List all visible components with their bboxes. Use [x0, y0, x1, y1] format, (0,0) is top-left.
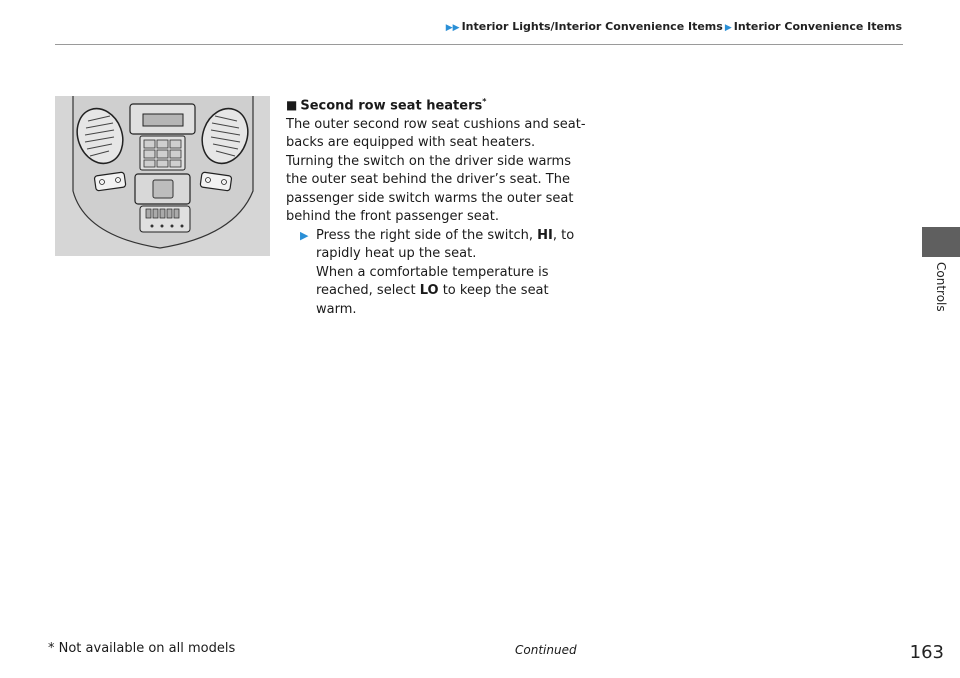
lo-setting-label: LO	[419, 283, 439, 299]
header-divider	[55, 44, 903, 45]
chapter-tab[interactable]	[922, 227, 960, 257]
breadcrumb-item-2[interactable]: Interior Convenience Items	[733, 20, 902, 33]
breadcrumb-arrow-icon: ▶	[724, 23, 732, 33]
section-content	[286, 93, 586, 319]
page-number: 163	[909, 642, 944, 663]
section-heading-text: Second row seat heaters	[300, 98, 483, 114]
instruction-1-text: Press the right side of the switch,	[316, 227, 538, 243]
rear-console-diagram	[55, 96, 270, 256]
seat-heater-illustration	[55, 96, 270, 256]
section-heading	[286, 93, 586, 116]
breadcrumb	[444, 20, 902, 33]
instruction-1-text-end: , to rapidly heat up the seat.	[316, 227, 575, 262]
continued-label: Continued	[515, 643, 577, 657]
square-bullet-icon: ■	[286, 98, 298, 113]
footnote-marker: *	[482, 97, 487, 106]
section-body: The outer second row seat cushions and seat-backs are equipped with seat heaters. Turning the switch on the driver side warms the outer seat behind the driver’s seat. The passenger side switch warms the outer seat behind the front passenger seat.	[286, 116, 586, 225]
instruction-2-text-end: to keep the seat warm.	[316, 283, 549, 317]
instruction-1	[286, 227, 586, 264]
breadcrumb-arrow-icon: ▶▶	[445, 23, 460, 33]
pointer-arrow-icon: ▶	[300, 228, 309, 242]
hi-setting-label: HI	[537, 227, 553, 243]
footnote: * Not available on all models	[48, 641, 236, 656]
breadcrumb-item-1[interactable]: Interior Lights/Interior Convenience Items	[461, 20, 723, 33]
chapter-tab-label: Controls	[934, 262, 948, 312]
instruction-2-text: When a comfortable temperature is reached, select	[316, 264, 549, 299]
instruction-2	[286, 264, 586, 320]
